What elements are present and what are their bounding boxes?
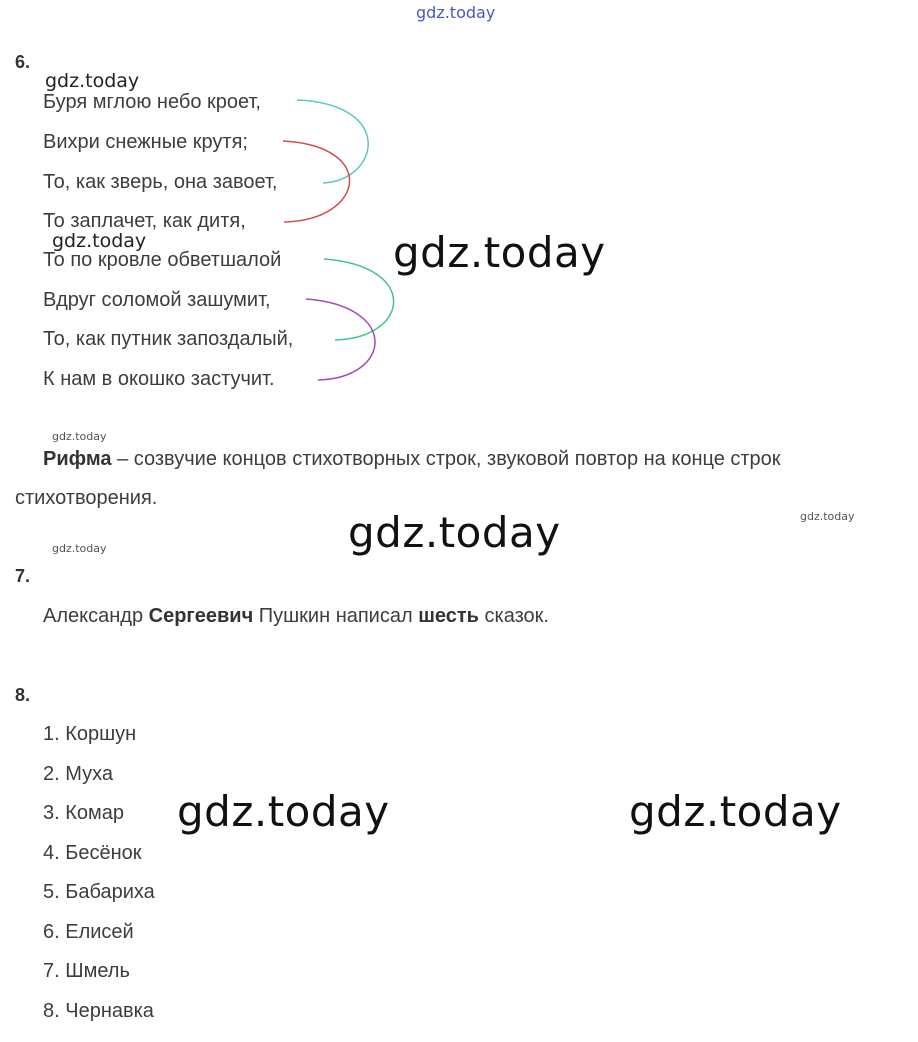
- rhyme-term: Рифма: [43, 448, 112, 470]
- watermark-small: gdz.today: [800, 510, 855, 523]
- sentence-part: сказок.: [478, 605, 549, 627]
- section-number-8: 8.: [15, 685, 31, 705]
- watermark: gdz.today: [52, 230, 147, 252]
- poem-line-6: Вдруг соломой зашумит,: [43, 289, 271, 311]
- sentence-bold-part: шесть: [418, 605, 479, 627]
- poem-line-3: То, как зверь, она завоет,: [43, 171, 278, 193]
- watermark-small: gdz.today: [52, 542, 107, 555]
- poem-line-1: Буря мглою небо кроет,: [43, 91, 261, 113]
- list-item: 6. Елисей: [43, 921, 134, 943]
- sentence-bold-part: Сергеевич: [148, 605, 254, 627]
- sentence-part: Александр: [43, 605, 149, 627]
- watermark-small: gdz.today: [52, 430, 107, 443]
- poem-line-2: Вихри снежные крутя;: [43, 131, 248, 153]
- watermark: gdz.today: [45, 70, 140, 92]
- watermark-large: gdz.today: [629, 787, 842, 836]
- poem-line-8: К нам в окошко застучит.: [43, 368, 275, 390]
- section-number-7: 7.: [15, 566, 31, 586]
- list-item: 7. Шмель: [43, 960, 130, 982]
- poem-line-5: То по кровле обветшалой: [43, 249, 282, 271]
- poem-line-7: То, как путник запоздалый,: [43, 328, 294, 350]
- list-item: 4. Бесёнок: [43, 842, 142, 864]
- list-item: 3. Комар: [43, 802, 125, 824]
- list-item: 2. Муха: [43, 763, 114, 785]
- rhyme-definition-line-2: стихотворения.: [15, 487, 158, 509]
- section-number-6: 6.: [15, 52, 31, 72]
- watermark-large: gdz.today: [177, 787, 390, 836]
- watermark-large: gdz.today: [348, 508, 561, 557]
- rhyme-arc-green: [324, 259, 394, 340]
- watermark-top: gdz.today: [416, 3, 496, 22]
- list-item: 1. Коршун: [43, 723, 137, 745]
- pushkin-sentence: [43, 605, 549, 628]
- poem-line-4: То заплачет, как дитя,: [43, 210, 246, 232]
- sentence-part: Пушкин написал: [253, 605, 419, 627]
- rhyme-arc-teal: [297, 100, 368, 183]
- list-item: 5. Бабариха: [43, 881, 155, 903]
- list-item: 8. Чернавка: [43, 1000, 154, 1022]
- rhyme-arc-red: [283, 141, 350, 222]
- watermark-large: gdz.today: [393, 228, 606, 277]
- rhyme-definition-line-1: [43, 448, 781, 471]
- rhyme-definition-text: – созвучие концов стихотворных строк, звуковой повтор на конце строк: [111, 448, 781, 470]
